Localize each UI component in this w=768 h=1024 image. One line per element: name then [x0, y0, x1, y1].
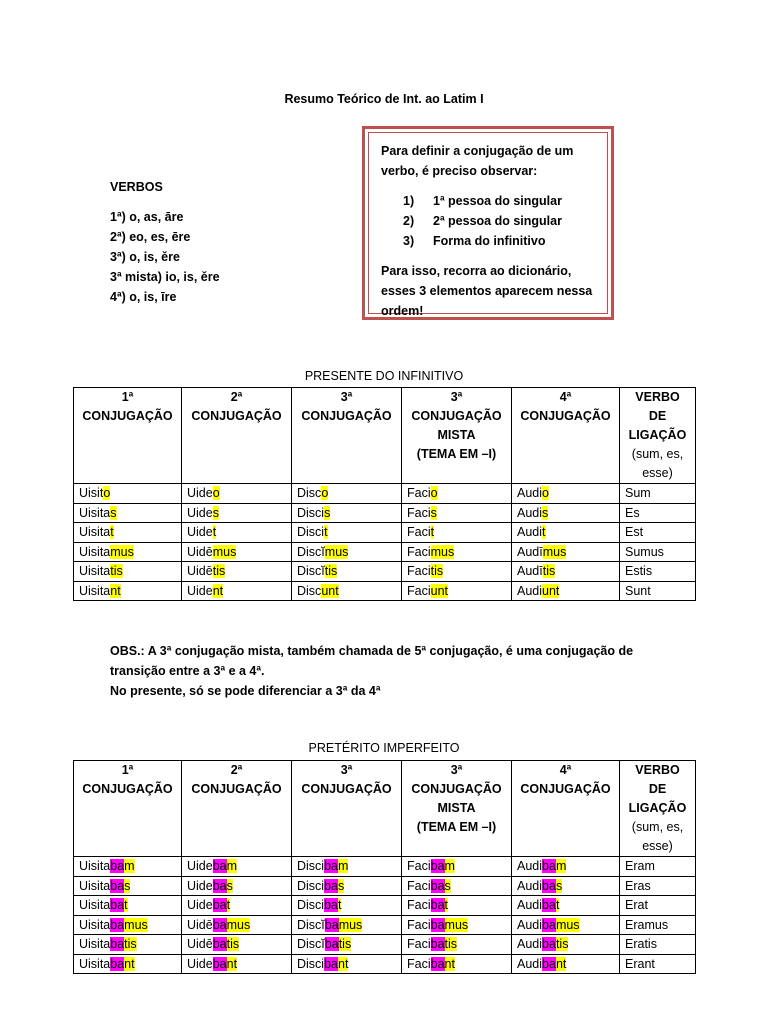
ending-highlight: nt	[212, 583, 224, 598]
tense-marker-highlight: ba	[430, 937, 445, 952]
table-cell: Discit	[292, 523, 402, 543]
table-cell: Sumus	[620, 542, 696, 562]
tense-marker-highlight: ba	[212, 859, 227, 874]
ending-highlight: tis	[338, 937, 352, 952]
verbs-summary	[110, 177, 220, 307]
ending-highlight: mus	[124, 917, 148, 932]
table-cell: Eras	[620, 876, 696, 896]
table-cell: Audibatis	[512, 935, 620, 955]
ending-highlight: mus	[542, 544, 567, 559]
note-item-text: Forma do infinitivo	[433, 234, 546, 248]
table-cell: Discibam	[292, 857, 402, 877]
table-cell: Uisitabant	[74, 954, 182, 974]
tense-marker-highlight: ba	[324, 898, 338, 913]
table-row	[74, 857, 696, 877]
table-cell: Est	[620, 523, 696, 543]
tense-marker-highlight: ba	[542, 859, 556, 874]
tense-marker-highlight: ba	[542, 937, 556, 952]
table-cell: Audīmus	[512, 542, 620, 562]
tense-marker-highlight: ba	[212, 956, 227, 971]
table-cell: Facis	[402, 503, 512, 523]
tense-marker-highlight: ba	[430, 917, 445, 932]
ending-highlight: o	[212, 486, 220, 501]
ending-highlight: m	[338, 859, 349, 874]
table-cell: Uisitatis	[74, 562, 182, 582]
table-cell: Audibam	[512, 857, 620, 877]
table-cell: Facibam	[402, 857, 512, 877]
tense-marker-highlight: ba	[212, 878, 227, 893]
ending-highlight: unt	[542, 583, 560, 598]
table-row	[74, 523, 696, 543]
column-header-c3m: 3ª CONJUGAÇÃO MISTA (TEMA EM –I)	[402, 388, 512, 484]
column-header-c3: 3ª CONJUGAÇÃO	[292, 388, 402, 484]
ending-highlight: mus	[212, 544, 237, 559]
table-row	[74, 503, 696, 523]
table-cell: Estis	[620, 562, 696, 582]
ending-highlight: o	[542, 486, 549, 501]
verb-line: 1ª) o, as, āre	[110, 210, 184, 224]
verb-line: 2ª) eo, es, ēre	[110, 230, 191, 244]
verb-line: 3ª mista) io, is, ěre	[110, 270, 220, 284]
column-header-c2: 2ª CONJUGAÇÃO	[182, 761, 292, 857]
ending-highlight: nt	[226, 956, 238, 971]
ending-highlight: tis	[212, 564, 226, 579]
table-cell: Discĭtis	[292, 562, 402, 582]
table-row	[74, 562, 696, 582]
tense-marker-highlight: ba	[324, 859, 338, 874]
table-cell: Facibatis	[402, 935, 512, 955]
note-list	[381, 191, 597, 251]
table-cell: Audibas	[512, 876, 620, 896]
table-cell: Facibamus	[402, 915, 512, 935]
ending-highlight: tis	[542, 564, 556, 579]
table-cell: Audibamus	[512, 915, 620, 935]
tense-marker-highlight: ba	[324, 878, 338, 893]
table-cell: Uisitabas	[74, 876, 182, 896]
ending-highlight: mus	[110, 544, 134, 559]
tense-marker-highlight: ba	[212, 917, 227, 932]
table-cell: Uisitant	[74, 581, 182, 601]
table-cell: Sunt	[620, 581, 696, 601]
table-cell: Audio	[512, 484, 620, 504]
ending-highlight: tis	[324, 564, 338, 579]
ending-highlight: tis	[124, 937, 137, 952]
obs-line: No presente, só se pode diferenciar a 3ª da 4ª	[110, 684, 381, 698]
table-cell: Uidēbatis	[182, 935, 292, 955]
tense-marker-highlight: ba	[324, 917, 339, 932]
note-item-number: 3)	[403, 234, 415, 248]
table-cell: Erat	[620, 896, 696, 916]
ending-highlight: m	[444, 859, 455, 874]
table-cell: Facit	[402, 523, 512, 543]
table-cell: Audītis	[512, 562, 620, 582]
ending-highlight: s	[226, 878, 233, 893]
ending-highlight: s	[444, 878, 451, 893]
ending-highlight: mus	[430, 544, 455, 559]
tense-marker-highlight: ba	[110, 878, 125, 893]
ending-highlight: o	[103, 486, 111, 501]
ending-highlight: s	[124, 878, 131, 893]
tense-marker-highlight: ba	[110, 937, 125, 952]
tense-marker-highlight: ba	[542, 956, 556, 971]
table-cell: Eramus	[620, 915, 696, 935]
verb-line: 3ª) o, is, ěre	[110, 250, 180, 264]
tense-marker-highlight: ba	[212, 898, 227, 913]
table-row	[74, 484, 696, 504]
ending-highlight: t	[324, 525, 328, 540]
note-item	[403, 231, 597, 251]
table-cell: Uisitas	[74, 503, 182, 523]
ending-highlight: t	[542, 525, 546, 540]
ending-highlight: t	[555, 898, 560, 913]
column-header-v: VERBO DE LIGAÇÃO (sum, es, esse)	[620, 761, 696, 857]
table-cell: Es	[620, 503, 696, 523]
ending-highlight: t	[212, 525, 217, 540]
table-cell: Discĭbamus	[292, 915, 402, 935]
table-cell: Discĭbatis	[292, 935, 402, 955]
column-header-c3m: 3ª CONJUGAÇÃO MISTA (TEMA EM –I)	[402, 761, 512, 857]
table-cell: Audiunt	[512, 581, 620, 601]
ending-highlight: tis	[430, 564, 444, 579]
ending-highlight: nt	[555, 956, 567, 971]
column-header-c3: 3ª CONJUGAÇÃO	[292, 761, 402, 857]
ending-highlight: t	[430, 525, 435, 540]
table-header-row	[74, 388, 696, 484]
table-cell: Discibat	[292, 896, 402, 916]
ending-highlight: s	[542, 505, 549, 520]
present-title: PRESENTE DO INFINITIVO	[304, 369, 464, 383]
table-cell: Uidet	[182, 523, 292, 543]
table-cell: Uidebant	[182, 954, 292, 974]
tense-marker-highlight: ba	[430, 859, 445, 874]
ending-highlight: nt	[124, 956, 135, 971]
table-header-row	[74, 761, 696, 857]
column-header-c2: 2ª CONJUGAÇÃO	[182, 388, 292, 484]
table-cell: Sum	[620, 484, 696, 504]
tense-marker-highlight: ba	[324, 937, 339, 952]
note-item-number: 1)	[403, 194, 415, 208]
ending-highlight: s	[212, 505, 219, 520]
tense-marker-highlight: ba	[430, 898, 445, 913]
tense-marker-highlight: ba	[542, 917, 556, 932]
ending-highlight: tis	[555, 937, 569, 952]
table-cell: Discibas	[292, 876, 402, 896]
ending-highlight: mus	[338, 917, 363, 932]
table-cell: Discunt	[292, 581, 402, 601]
tense-marker-highlight: ba	[110, 898, 125, 913]
note-item-text: 1ª pessoa do singular	[433, 194, 562, 208]
note-item-text: 2ª pessoa do singular	[433, 214, 562, 228]
tense-marker-highlight: ba	[430, 878, 445, 893]
table-cell: Facimus	[402, 542, 512, 562]
ending-highlight: o	[430, 486, 438, 501]
table-cell: Facio	[402, 484, 512, 504]
table-cell: Uidēbamus	[182, 915, 292, 935]
table-cell: Audis	[512, 503, 620, 523]
ending-highlight: mus	[324, 544, 349, 559]
table-cell: Facibas	[402, 876, 512, 896]
ending-highlight: s	[324, 505, 331, 520]
ending-highlight: s	[338, 878, 345, 893]
ending-highlight: tis	[226, 937, 240, 952]
ending-highlight: t	[338, 898, 342, 913]
table-cell: Uisito	[74, 484, 182, 504]
table-cell: Uidebas	[182, 876, 292, 896]
verb-line: 4ª) o, is, īre	[110, 290, 177, 304]
table-cell: Discis	[292, 503, 402, 523]
ending-highlight: tis	[110, 564, 123, 579]
ending-highlight: mus	[226, 917, 251, 932]
ending-highlight: t	[124, 898, 128, 913]
tense-marker-highlight: ba	[110, 859, 125, 874]
table-cell: Audit	[512, 523, 620, 543]
obs-line: OBS.: A 3ª conjugação mista, também chamada de 5ª conjugação, é uma conjugação de transição entre a 3ª e a 4ª.	[110, 644, 634, 678]
ending-highlight: t	[110, 525, 114, 540]
note-item	[403, 211, 597, 231]
table-row	[74, 542, 696, 562]
column-header-c4: 4ª CONJUGAÇÃO	[512, 761, 620, 857]
table-cell: Discibant	[292, 954, 402, 974]
table-row	[74, 915, 696, 935]
column-header-c1: 1ª CONJUGAÇÃO	[74, 388, 182, 484]
table-cell: Uidētis	[182, 562, 292, 582]
table-cell: Eratis	[620, 935, 696, 955]
imperfect-table	[73, 760, 696, 974]
table-cell: Uidebam	[182, 857, 292, 877]
table-cell: Uideo	[182, 484, 292, 504]
table-cell: Audibant	[512, 954, 620, 974]
ending-highlight: m	[555, 859, 567, 874]
present-table	[73, 387, 696, 601]
page-title: Resumo Teórico de Int. ao Latim I	[284, 92, 484, 106]
note-item-number: 2)	[403, 214, 415, 228]
table-row	[74, 954, 696, 974]
table-cell: Audibat	[512, 896, 620, 916]
column-header-c4: 4ª CONJUGAÇÃO	[512, 388, 620, 484]
table-cell: Erant	[620, 954, 696, 974]
table-cell: Facibant	[402, 954, 512, 974]
table-cell: Uisitabatis	[74, 935, 182, 955]
ending-highlight: m	[124, 859, 135, 874]
table-cell: Uisitat	[74, 523, 182, 543]
table-cell: Uisitabat	[74, 896, 182, 916]
table-row	[74, 935, 696, 955]
tense-marker-highlight: ba	[212, 937, 227, 952]
table-cell: Uisitamus	[74, 542, 182, 562]
ending-highlight: o	[321, 486, 329, 501]
column-header-c1: 1ª CONJUGAÇÃO	[74, 761, 182, 857]
ending-highlight: mus	[444, 917, 469, 932]
verbs-heading: VERBOS	[110, 180, 163, 194]
table-cell: Faciunt	[402, 581, 512, 601]
note-item	[403, 191, 597, 211]
tense-marker-highlight: ba	[542, 878, 556, 893]
table-cell: Facitis	[402, 562, 512, 582]
note-intro: Para definir a conjugação de um verbo, é preciso observar:	[381, 144, 574, 178]
ending-highlight: unt	[321, 583, 339, 598]
note-outro: Para isso, recorra ao dicionário, esses 3 elementos aparecem nessa ordem!	[381, 264, 593, 318]
table-cell: Uisitabamus	[74, 915, 182, 935]
ending-highlight: s	[430, 505, 437, 520]
ending-highlight: tis	[444, 937, 458, 952]
ending-highlight: t	[226, 898, 231, 913]
table-cell: Eram	[620, 857, 696, 877]
note-box	[362, 126, 614, 320]
table-row	[74, 581, 696, 601]
column-header-v: VERBO DE LIGAÇÃO (sum, es, esse)	[620, 388, 696, 484]
obs-note	[110, 641, 650, 701]
note-content	[368, 132, 608, 318]
table-row	[74, 896, 696, 916]
table-cell: Discĭmus	[292, 542, 402, 562]
ending-highlight: unt	[430, 583, 449, 598]
table-cell: Uisitabam	[74, 857, 182, 877]
table-cell: Uidebat	[182, 896, 292, 916]
ending-highlight: mus	[555, 917, 580, 932]
imperfect-title: PRETÉRITO IMPERFEITO	[308, 741, 460, 755]
table-cell: Uides	[182, 503, 292, 523]
table-cell: Uident	[182, 581, 292, 601]
ending-highlight: nt	[338, 956, 349, 971]
ending-highlight: m	[226, 859, 238, 874]
table-cell: Uidēmus	[182, 542, 292, 562]
tense-marker-highlight: ba	[110, 917, 125, 932]
tense-marker-highlight: ba	[110, 956, 125, 971]
tense-marker-highlight: ba	[324, 956, 338, 971]
ending-highlight: s	[110, 505, 117, 520]
tense-marker-highlight: ba	[542, 898, 556, 913]
ending-highlight: s	[555, 878, 563, 893]
table-row	[74, 876, 696, 896]
table-cell: Disco	[292, 484, 402, 504]
ending-highlight: nt	[444, 956, 455, 971]
ending-highlight: nt	[110, 583, 121, 598]
table-cell: Facibat	[402, 896, 512, 916]
ending-highlight: t	[444, 898, 449, 913]
tense-marker-highlight: ba	[430, 956, 445, 971]
